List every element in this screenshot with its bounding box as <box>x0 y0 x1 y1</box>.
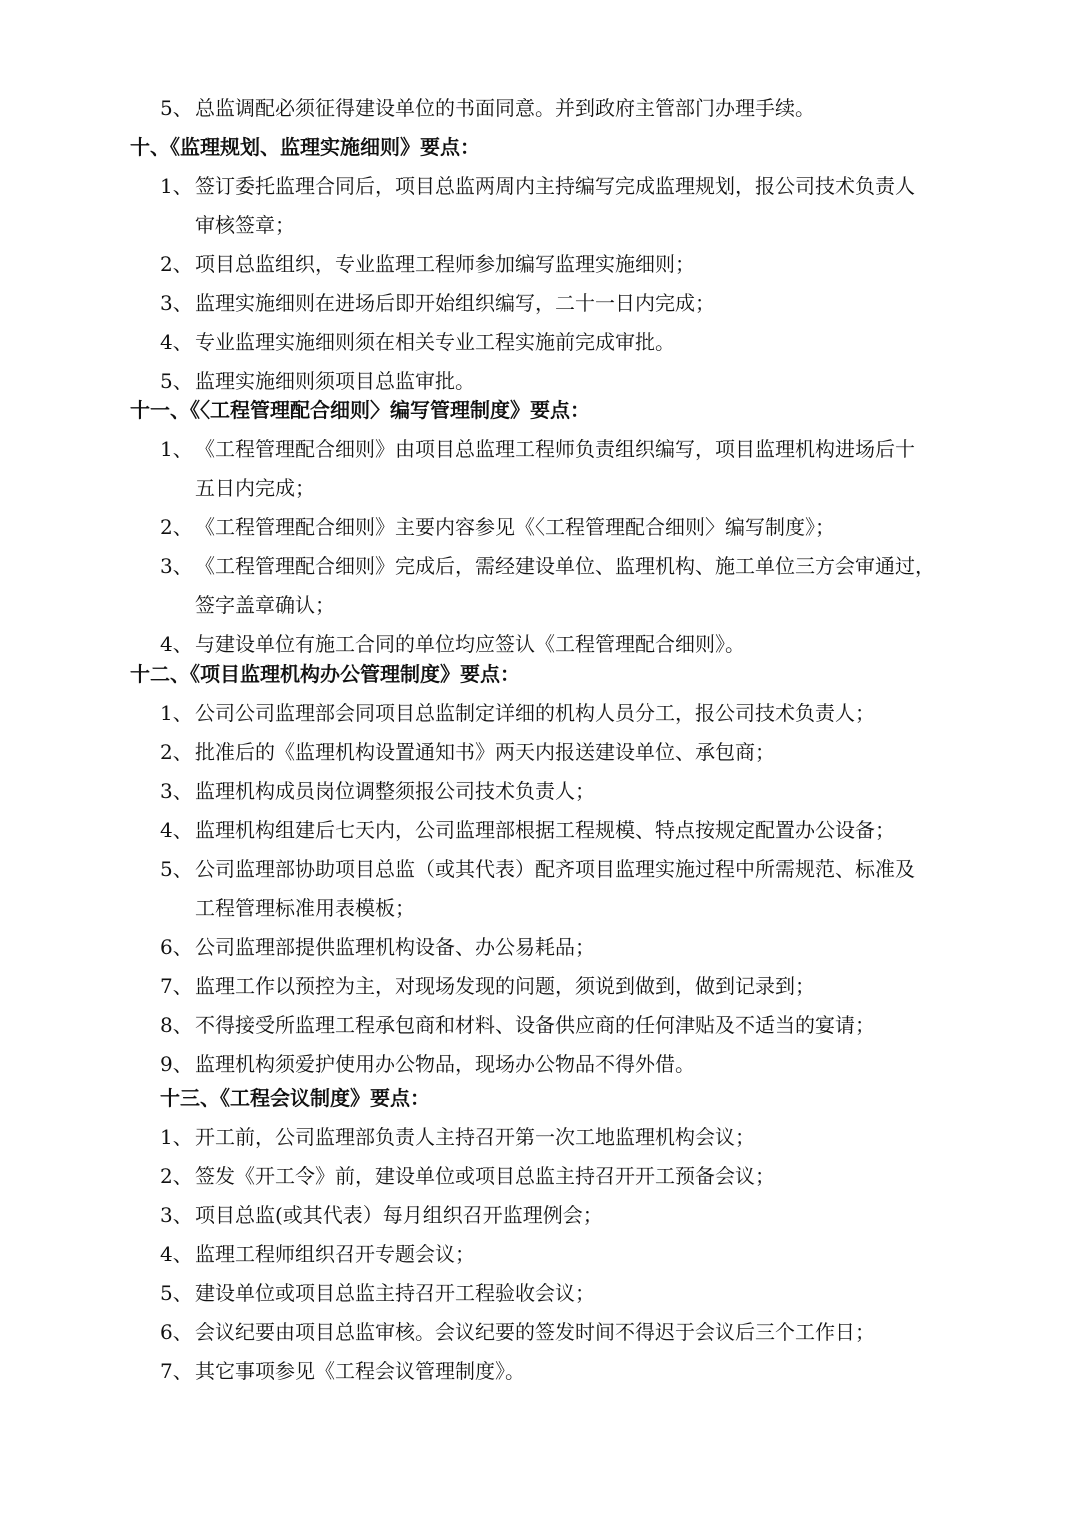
item-text: 签订委托监理合同后，项目总监两周内主持编写完成监理规划，报公司技术负责人 <box>195 174 915 198</box>
section-heading: 十、《监理规划、监理实施细则》要点： <box>130 135 480 159</box>
item-number: 2、 <box>160 1164 193 1188</box>
item-number: 5、 <box>160 857 193 881</box>
item-number: 5、 <box>160 96 193 120</box>
item-text: 《工程管理配合细则》完成后，需经建设单位、监理机构、施工单位三方会审通过， <box>195 554 935 578</box>
item-number: 8、 <box>160 1013 193 1037</box>
item-text: 监理实施细则须项目总监审批。 <box>195 369 475 393</box>
item-text: 公司监理部协助项目总监（或其代表）配齐项目监理实施过程中所需规范、标准及 <box>195 857 915 881</box>
item-text: 建设单位或项目总监主持召开工程验收会议； <box>195 1281 595 1305</box>
item-number: 7、 <box>160 974 193 998</box>
item-number: 5、 <box>160 369 193 393</box>
item-text: 监理工作以预控为主，对现场发现的问题，须说到做到，做到记录到； <box>195 974 815 998</box>
item-text: 公司监理部提供监理机构设备、办公易耗品； <box>195 935 595 959</box>
item-number: 1、 <box>160 1125 193 1149</box>
item-number: 6、 <box>160 935 193 959</box>
item-text: 与建设单位有施工合同的单位均应签认《工程管理配合细则》。 <box>195 632 745 656</box>
item-number: 3、 <box>160 779 193 803</box>
item-text: 开工前，公司监理部负责人主持召开第一次工地监理机构会议； <box>195 1125 755 1149</box>
item-number: 7、 <box>160 1359 193 1383</box>
item-number: 1、 <box>160 174 193 198</box>
item-text: 项目总监(或其代表）每月组织召开监理例会； <box>195 1203 603 1227</box>
item-text: 《工程管理配合细则》由项目总监理工程师负责组织编写，项目监理机构进场后十 <box>195 437 915 461</box>
item-text: 其它事项参见《工程会议管理制度》。 <box>195 1359 525 1383</box>
item-text: 签发《开工令》前，建设单位或项目总监主持召开开工预备会议； <box>195 1164 775 1188</box>
item-text: 不得接受所监理工程承包商和材料、设备供应商的任何津贴及不适当的宴请； <box>195 1013 875 1037</box>
item-text: 批准后的《监理机构设置通知书》两天内报送建设单位、承包商； <box>195 740 775 764</box>
item-text: 项目总监组织，专业监理工程师参加编写监理实施细则； <box>195 252 695 276</box>
item-number: 4、 <box>160 818 193 842</box>
item-text: 监理工程师组织召开专题会议； <box>195 1242 475 1266</box>
item-text: 公司公司监理部会同项目总监制定详细的机构人员分工，报公司技术负责人； <box>195 701 875 725</box>
item-number: 4、 <box>160 1242 193 1266</box>
item-number: 9、 <box>160 1052 193 1076</box>
section-heading: 十三、《工程会议制度》要点： <box>160 1086 430 1110</box>
item-text: 监理机构组建后七天内，公司监理部根据工程规模、特点按规定配置办公设备； <box>195 818 895 842</box>
item-number: 2、 <box>160 515 193 539</box>
item-text: 总监调配必须征得建设单位的书面同意。并到政府主管部门办理手续。 <box>195 96 815 120</box>
item-text: 监理机构成员岗位调整须报公司技术负责人； <box>195 779 595 803</box>
section-heading: 十二、《项目监理机构办公管理制度》要点： <box>130 662 520 686</box>
item-number: 6、 <box>160 1320 193 1344</box>
item-number: 3、 <box>160 1203 193 1227</box>
item-number: 1、 <box>160 701 193 725</box>
item-text: 签字盖章确认； <box>195 593 335 617</box>
item-text: 审核签章； <box>195 213 295 237</box>
item-text: 《工程管理配合细则》主要内容参见《〈工程管理配合细则〉编写制度》； <box>195 515 835 539</box>
item-number: 3、 <box>160 554 193 578</box>
item-text: 五日内完成； <box>195 476 315 500</box>
item-text: 监理实施细则在进场后即开始组织编写，二十一日内完成； <box>195 291 715 315</box>
section-heading: 十一、《〈工程管理配合细则〉编写管理制度》要点： <box>130 398 590 422</box>
item-text: 工程管理标准用表模板； <box>195 896 415 920</box>
item-number: 4、 <box>160 330 193 354</box>
item-number: 2、 <box>160 740 193 764</box>
item-text: 会议纪要由项目总监审核。会议纪要的签发时间不得迟于会议后三个工作日； <box>195 1320 875 1344</box>
item-number: 2、 <box>160 252 193 276</box>
item-number: 1、 <box>160 437 193 461</box>
item-number: 5、 <box>160 1281 193 1305</box>
item-text: 监理机构须爱护使用办公物品，现场办公物品不得外借。 <box>195 1052 695 1076</box>
item-number: 3、 <box>160 291 193 315</box>
item-text: 专业监理实施细则须在相关专业工程实施前完成审批。 <box>195 330 675 354</box>
item-number: 4、 <box>160 632 193 656</box>
